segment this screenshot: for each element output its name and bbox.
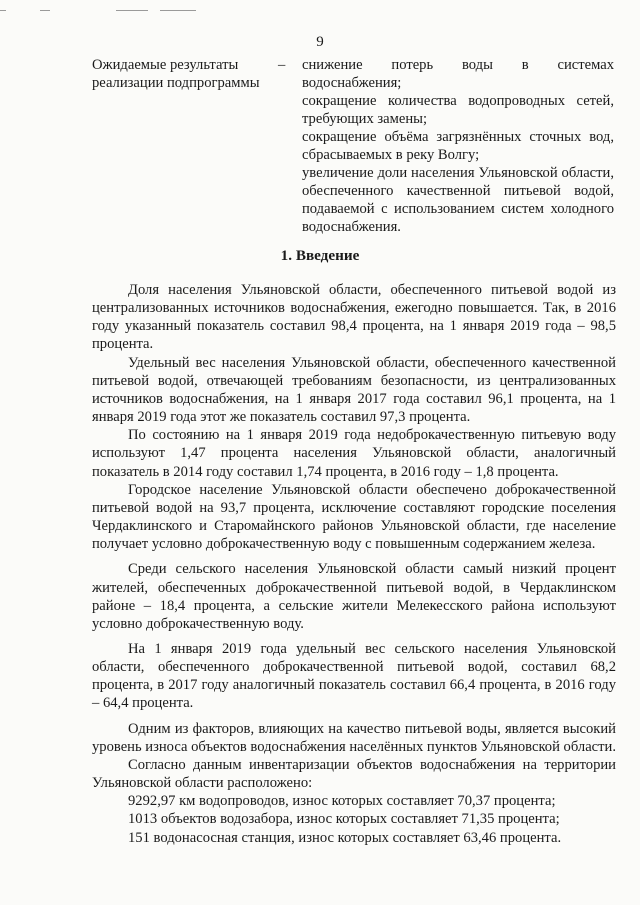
expected-results-label: Ожидаемые результаты реализации подпрограммы [92,57,260,91]
section-heading: 1. Введение [280,247,360,264]
expected-result-item: увеличение доли населения Ульяновской области, обеспеченного качественной питьевой водой, подаваемой с использованием систем холодного водоснабжения. [302,165,614,235]
inventory-list-item: 151 водонасосная станция, износ которых составляет 63,46 процента. [128,829,562,846]
expected-results-block [92,56,612,236]
paragraph: По состоянию на 1 января 2019 года недоброкачественную питьевую воду используют 1,47 процента населения Ульяновской области, аналогичный показатель в 2014 году составил 1,74 процента, в 2016 году – 1,8 процента. [92,427,616,480]
introduction-body [92,281,616,847]
inventory-list-item: 1013 объектов водозабора, износ которых составляет 71,35 процента; [128,811,560,828]
scan-artifact [116,10,148,11]
scan-artifact [40,10,50,11]
expected-results-dash: – [278,57,286,73]
expected-result-item: сокращение количества водопроводных сетей, требующих замены; [302,93,614,127]
page-number: 9 [316,34,324,50]
expected-result-item: сокращение объёма загрязнённых сточных вод, сбрасываемых в реку Волгу; [302,129,614,163]
paragraph: Одним из факторов, влияющих на качество питьевой воды, является высокий уровень износа объектов водоснабжения населённых пунктов Ульяновской области. [92,720,616,755]
scan-artifact [0,10,6,11]
paragraph: Доля населения Ульяновской области, обеспеченного питьевой водой из централизованных источников водоснабжения, ежегодно повышается. Так, в 2016 году указанный показатель составил 98,4 процента, на 1 января 2019 года – 98,5 процента. [92,282,616,353]
scan-artifact [160,10,196,11]
expected-results-list [302,56,614,236]
paragraph: Среди сельского населения Ульяновской области самый низкий процент жителей, обеспеченных доброкачественной питьевой водой, в Чердаклинском районе – 18,4 процента, а сельские жители Мелекесского района используют условно доброкачественную воду. [92,561,616,632]
paragraph: Городское население Ульяновской области обеспечено доброкачественной питьевой водой на 93,7 процента, исключение составляют городские поселения Чердаклинского и Старомайнского районов Ульяновской области, где население получает условно доброкачественную воду с повышенным содержанием железа. [92,481,616,553]
paragraph: Согласно данным инвентаризации объектов водоснабжения на территории Ульяновской области расположено: [92,756,616,792]
paragraph: Удельный вес населения Ульяновской области, обеспеченного качественной питьевой водой, отвечающей требованиям безопасности, из централизованных источников водоснабжения, на 1 января 2017 года составил 96,1 процента, на 1 января 2019 года этот же показатель составил 97,3 процента. [92,354,616,426]
expected-result-item: снижение потерь воды в системах водоснабжения; [302,57,614,91]
inventory-list-item: 9292,97 км водопроводов, износ которых составляет 70,37 процента; [128,793,556,810]
paragraph: На 1 января 2019 года удельный вес сельского населения Ульяновской области, обеспеченного доброкачественной питьевой водой, составил 68,2 процента, в 2017 году аналогичный показатель составил 66,4 процента, в 2016 году – 64,4 процента. [92,640,616,712]
